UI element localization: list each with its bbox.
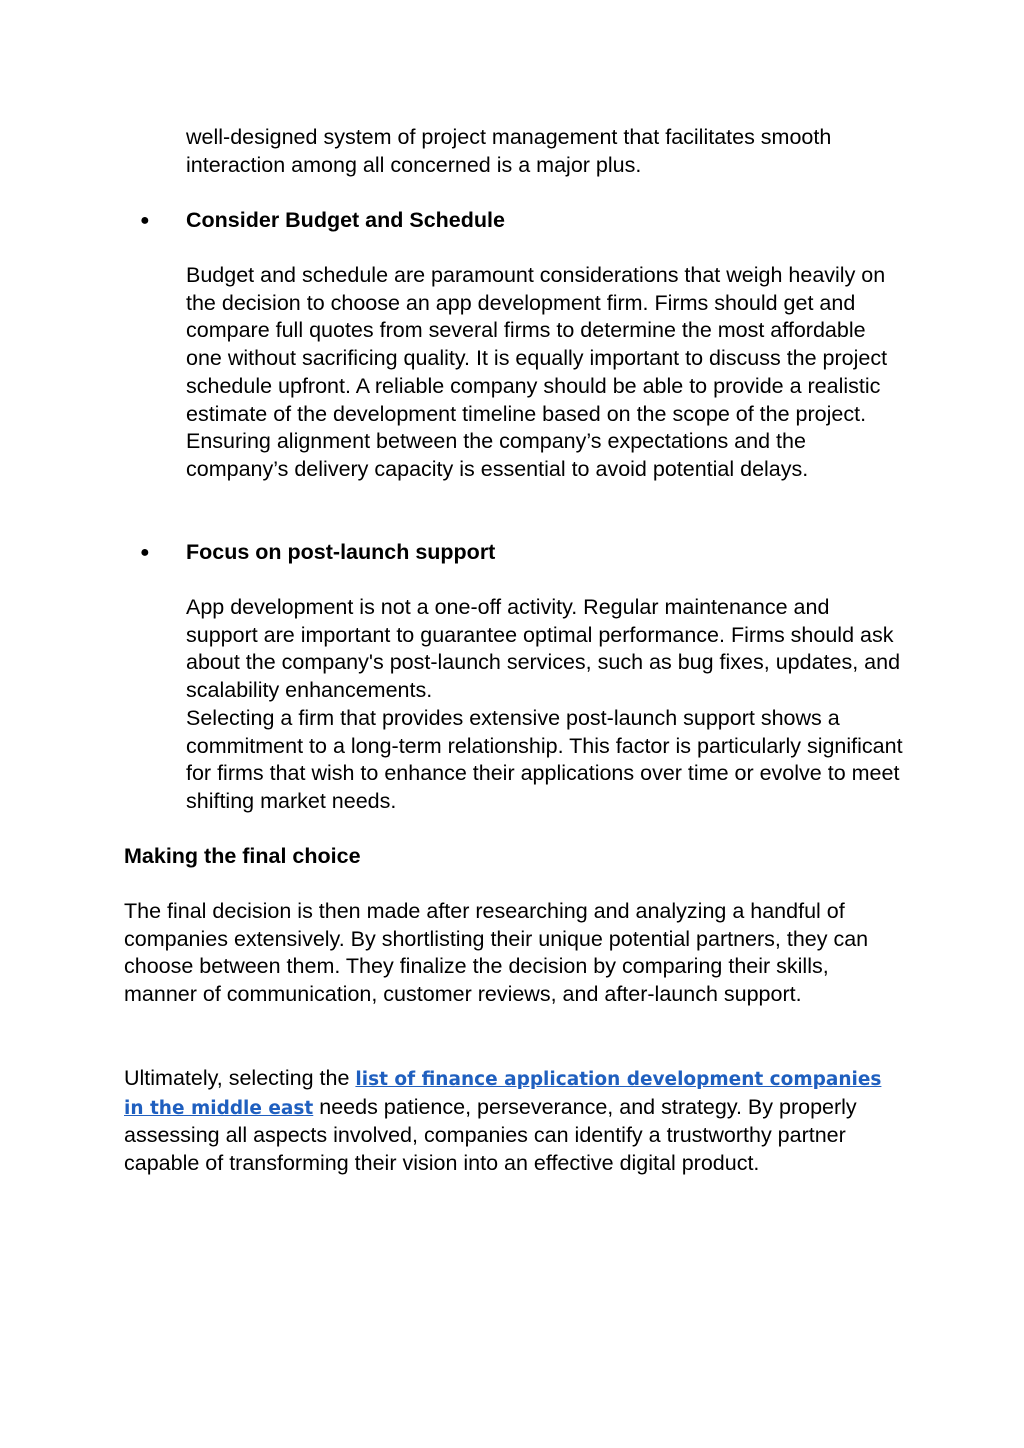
- bullet-heading-post-launch-support: Focus on post-launch support: [186, 540, 496, 564]
- bullet-marker: ●: [140, 212, 150, 229]
- bullet-marker: ●: [140, 544, 150, 561]
- post-launch-paragraph-1: App development is not a one-off activity. Regular maintenance and support are important to guarantee optimal performance. Firms should ask about the company's post-launch services, such as bug fixes, updates, and scalability enhancements.: [186, 595, 901, 703]
- post-launch-paragraph-2: Selecting a firm that provides extensive post-launch support shows a commitment to a long-term relationship. This factor is particularly significant for firms that wish to enhance their applications over time or evolve to meet shifting market needs.: [186, 705, 903, 813]
- section-heading-final-choice: Making the final choice: [124, 844, 361, 868]
- bullet-heading-budget-schedule: Consider Budget and Schedule: [186, 208, 505, 232]
- finance-app-companies-link[interactable]: list of finance application development companies in the middle east: [124, 1069, 882, 1119]
- closing-text-before-link: Ultimately, selecting the: [124, 1066, 356, 1090]
- closing-paragraph: [124, 1065, 906, 1178]
- post-launch-paragraphs: [186, 594, 906, 816]
- final-choice-paragraph: The final decision is then made after researching and analyzing a handful of companies extensively. By shortlisting their unique potential partners, they can choose between them. They finalize the decision by comparing their skills, manner of communication, customer reviews, and after-launch support.: [124, 899, 869, 1007]
- budget-schedule-paragraph: Budget and schedule are paramount considerations that weigh heavily on the decision to choose an app development firm. Firms should get and compare full quotes from several firms to determine the most affordable one without sacrificing quality. It is equally important to discuss the project schedule upfront. A reliable company should be able to provide a realistic estimate of the development timeline based on the scope of the project. Ensuring alignment between the company’s expectations and the company’s delivery capacity is essential to avoid potential delays.: [186, 263, 888, 481]
- intro-continuation-paragraph: well-designed system of project management that facilitates smooth interaction among all concerned is a major plus.: [186, 125, 832, 177]
- closing-text-after-link: needs patience, perseverance, and strategy. By properly assessing all aspects involved, companies can identify a trustworthy partner capable of transforming their vision into an effective digital product.: [124, 1094, 857, 1176]
